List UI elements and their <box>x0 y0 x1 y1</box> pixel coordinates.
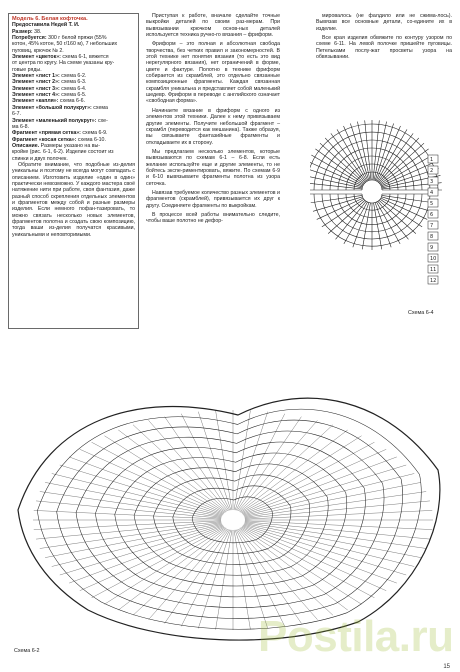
element-name: Элемент «лист 2»: <box>12 79 60 86</box>
row-number: 1 <box>430 157 434 163</box>
element-name: Фрагмент «косая сетка»: <box>12 136 77 143</box>
leaf-spoke <box>235 412 268 510</box>
element-text: схема 6-3. <box>61 79 87 86</box>
leaf-row <box>153 475 309 565</box>
row-number: 5 <box>430 201 434 207</box>
element-name: Элемент «лист 4»: <box>12 92 60 99</box>
element-text: схема <box>93 104 108 111</box>
element-text: говые ряды. <box>12 66 42 73</box>
leaf-spoke <box>243 526 397 583</box>
page-number: 15 <box>443 664 450 670</box>
row-number: 7 <box>430 223 434 229</box>
leaf-outline <box>18 398 440 640</box>
stitch-mark <box>362 194 382 203</box>
leaf-spoke <box>241 436 362 513</box>
leaf-spoke <box>245 523 427 549</box>
element-text: ма 6-8. <box>12 123 30 130</box>
watermark-text: Postila.ru <box>258 612 454 661</box>
size-value: 38. <box>34 28 42 35</box>
leaf-spoke <box>241 442 374 513</box>
leaf-spoke <box>92 442 225 513</box>
row-number: 8 <box>430 234 434 240</box>
element-text: 6-7. <box>12 111 22 118</box>
leaf-spoke <box>92 527 225 598</box>
leaf-spoke <box>244 524 414 566</box>
leaf-spoke <box>245 492 427 518</box>
stitch-mark <box>380 199 422 227</box>
element-text: схе- <box>97 117 108 124</box>
elements-list <box>12 54 135 149</box>
row-number: 12 <box>430 278 437 284</box>
element-text: схема 6-1, вяжется <box>62 54 109 61</box>
leaf-spoke <box>69 526 223 583</box>
leaf-spoke <box>243 457 397 514</box>
crochet-scheme-top <box>310 60 450 320</box>
element-text: схема 6-10. <box>77 136 106 143</box>
leaf-spoke <box>245 510 432 519</box>
leaf-spoke <box>104 436 225 513</box>
leaf-spoke <box>245 521 432 530</box>
element-name: Фрагмент «прямая сетка»: <box>12 130 81 137</box>
row-number: 4 <box>430 190 434 196</box>
leaf-spoke <box>234 410 250 510</box>
paragraph: Фриформ – это полная и абсолютная свобода творчества, без четких правил и закономерностей. В этой технике нет понятия вязания (то есть это вид нерегулярного вязания), нет ограничений в форме, цвете и фактуре. Полотно в технике фриформ собирается из скрамблей, это отдельно связанные композиционные фрагменты. Каждая связанная скрамбля уникальна и представляет собой маленький шедевр. Фриформ в переводе с английского означает «свободная форма». <box>146 41 280 105</box>
consumption-text-1: 300 г белой пряжи (55% <box>48 35 107 42</box>
text-column-2 <box>146 13 280 228</box>
stitch-mark <box>336 201 367 239</box>
element-name: Элемент «капля»: <box>12 98 59 105</box>
leaf-spoke <box>34 521 221 530</box>
stitch-mark <box>378 201 409 239</box>
leaf-spoke <box>34 510 221 519</box>
leaf-spoke <box>36 522 221 539</box>
leaf-spoke <box>239 529 333 616</box>
leaf-spoke <box>216 530 232 630</box>
consumption-line-3: пуговиц, крючок № 2. <box>12 47 64 54</box>
leaf-spoke <box>236 414 285 511</box>
paragraph: Начинаете вязание в фриформ с одного из элементов этой техники. Далее к нему привязываем другие элементы. Получите небольшой фрагмент – скрамбл (переводится как мешанина). Также образуя, вы связываете фантазийные фрагменты и откладываете их в сторону. <box>146 107 280 146</box>
leaf-spoke <box>181 530 230 627</box>
element-text: схема 6-9. <box>82 130 108 137</box>
leaf-row <box>76 431 384 608</box>
paragraph: мировалось (не фалдило или не сжима-лось). Вывязав все основные детали, со-едините их в изделие. <box>316 13 452 32</box>
paragraph: Мы предлагаем несколько элементов, которые вывязываются по схемам 6-1 – 6-8. Если есть желание используйте еще и другие элементы, то не бойтесь экспе-риментировать, вяжите. По схемам 6-9 и 6-10 вывязываете фрагменты полотна из узора сеточка. <box>146 148 280 187</box>
specification-box <box>8 13 139 329</box>
text-column-3 <box>316 13 452 63</box>
paragraph: Все края изделия обвяжите по контуру узором по схеме 6-11. На левой полочке пришейте пуговицы. Петельками послу-жат просветы узора на обвязывании. <box>316 35 452 61</box>
element-name: Элемент «цветок»: <box>12 54 61 61</box>
paragraph: В процессе всей работы внимательно следите, чтобы ваше полотно не дефор- <box>146 211 280 225</box>
body-paragraph: Обратите внимание, что подобные из-делия уникальны и поэтому не всегда могут совпадать с описанием. Изготовить изделие «один в один» практически невозможно. У каждого мастера своё натяжение нити при работе, своя фантазия, даже разный способ скрепления отдельных элементов и фрагментов между собой и разные размеры изделия. Если немного пофан-тазировать, то можно связать несколько новых элементов, фрагментов полотна и создать свою композицию, тогда ваши из-делия получатся красивыми, уникальными и неповторимыми. <box>12 161 135 238</box>
row-number: 6 <box>430 212 434 218</box>
stitch-mark <box>377 202 401 244</box>
leaf-spoke <box>52 524 222 566</box>
stitch-mark <box>317 198 363 219</box>
paragraph: Приступая к работе, вначале сделайте точные выкройки деталей по своим раз-мерам. При вывязывании крючком основ-ных деталей используется техника ручно-го вязания – фриформ. <box>146 13 280 39</box>
leaf-spoke <box>234 530 250 630</box>
author-line: Предоставила Недей Т. И. <box>12 22 80 29</box>
leaf-spoke <box>36 501 221 518</box>
element-text: схема 6-5. <box>61 92 87 99</box>
element-text: от центра по кругу. На схеме указаны кру- <box>12 60 115 67</box>
leaf-spoke <box>216 410 232 510</box>
model-title: Модель 6. Белая кофточка. <box>12 16 88 22</box>
paragraph: Навязав требуемое количество разных элементов и фрагментов (скрамблей), привязывается их друг к другу. Соединяете фрагменты по выкройкам. <box>146 189 280 209</box>
row-number: 9 <box>430 245 434 251</box>
leaf-spoke <box>237 417 301 511</box>
leaf-spoke <box>245 501 430 518</box>
leaf-spoke <box>165 417 229 511</box>
description-line-1: кройке (рис. 6-1, 6-2). Изделие состоит из <box>12 149 114 156</box>
scheme-bottom-label: Схема 6-2 <box>14 648 40 654</box>
row-number: 10 <box>430 256 437 262</box>
element-text: схема 6-6. <box>59 98 86 105</box>
element-text: схема 6-2. <box>61 73 87 80</box>
consumption-line-2: котон, 45% котон, 50 г/160 м), 7 небольших <box>12 41 118 48</box>
leaf-spoke <box>133 529 227 616</box>
element-text: Размеры указано на вы- <box>40 142 101 149</box>
leaf-spoke <box>165 529 229 623</box>
stitch-mark <box>344 202 368 244</box>
element-name: Элемент «большой полукруг»: <box>12 104 92 111</box>
element-name: Элемент «лист 1»: <box>12 73 60 80</box>
leaf-row <box>134 464 328 575</box>
leaf-spoke <box>239 425 333 512</box>
stitch-mark <box>322 199 364 227</box>
element-name: Элемент «маленький полукруг»: <box>12 117 97 124</box>
leaf-spoke <box>241 528 362 605</box>
element-text: схема 6-4. <box>61 85 87 92</box>
description-line-2: спинки и двух полочек. <box>12 155 68 162</box>
leaf-spoke <box>237 529 301 623</box>
leaf-row <box>192 497 272 543</box>
leaf-spoke <box>198 412 231 510</box>
element-name: Описание. <box>12 142 40 149</box>
row-number: 3 <box>430 179 434 185</box>
consumption-label: Потребуется: <box>12 35 47 42</box>
leaf-spoke <box>69 457 223 514</box>
leaf-spoke <box>198 530 231 628</box>
size-label: Размер: <box>12 28 33 35</box>
element-name: Элемент «лист 3»: <box>12 85 60 92</box>
scheme-top-label: Схема 6-4 <box>408 310 434 316</box>
leaf-row <box>95 442 365 597</box>
leaf-spoke <box>40 523 222 549</box>
leaf-spoke <box>245 522 430 539</box>
leaf-spoke <box>244 474 414 516</box>
leaf-spoke <box>40 492 222 518</box>
row-number: 11 <box>430 267 437 273</box>
stitch-mark <box>381 198 427 219</box>
row-number: 2 <box>430 168 434 174</box>
stitch-mark <box>362 180 382 190</box>
